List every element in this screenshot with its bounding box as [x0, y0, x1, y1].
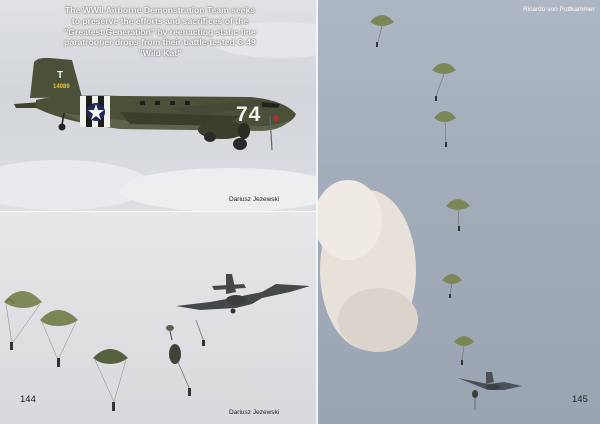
parachute-canopy-1: [4, 291, 42, 350]
page-number-left: 144: [20, 394, 36, 405]
tail-serial: 14089: [53, 84, 70, 90]
tail-letter: T: [57, 70, 64, 81]
parachute-column-illustration: [318, 0, 600, 424]
parachute-canopy-3: [93, 349, 128, 411]
nose-number: 74: [236, 103, 262, 126]
parachute-canopy-2: [40, 310, 78, 367]
top-photo-credit: Dariusz Jezewski: [229, 196, 280, 203]
paratrooper-drop-illustration: [0, 212, 316, 424]
right-page-photo: [318, 0, 600, 424]
right-photo-credit: Ricardo von Puttkammer: [523, 6, 595, 13]
photo-caption: The WWII Airborne Demonstration Team seeks to preserve the efforts and sacrifices of the "Greatest Generation" by reenacting static-line paratrooper drops from their battle-tested C-49 "Wild Kat": [64, 5, 256, 59]
page-number-right: 145: [572, 394, 588, 405]
top-left-photo: [0, 0, 316, 211]
bottom-left-photo: [0, 212, 316, 424]
bottom-photo-credit: Dariusz Jezewski: [229, 409, 280, 416]
